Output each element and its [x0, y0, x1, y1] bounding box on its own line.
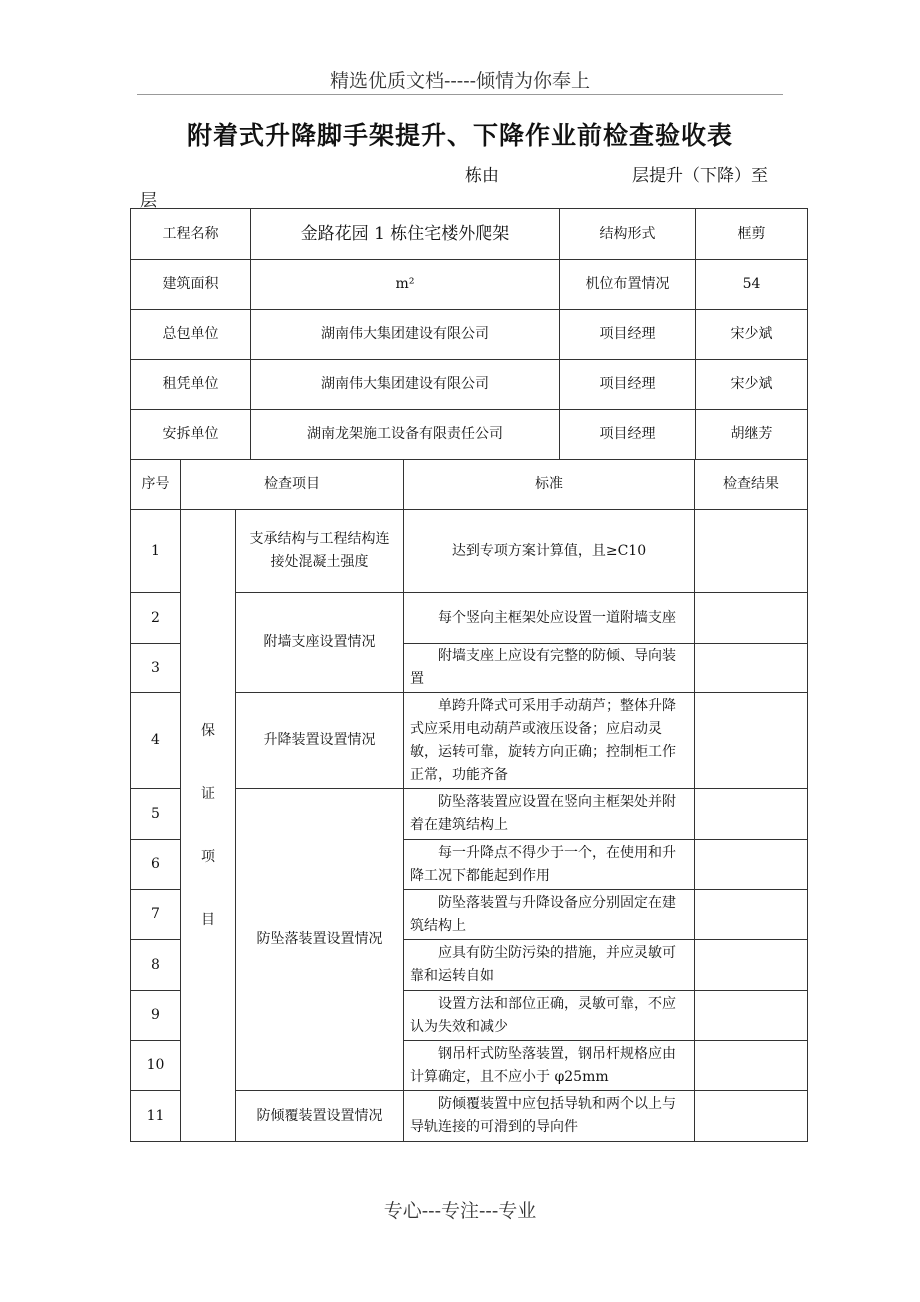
- category-char: 保: [201, 722, 215, 739]
- item-anti-overturn: 防倾覆装置设置情况: [236, 1091, 404, 1142]
- item-wall-support: 附墙支座设置情况: [236, 593, 404, 693]
- item-fall-protection: 防坠落装置设置情况: [236, 789, 404, 1091]
- document-title: 附着式升降脚手架提升、下降作业前检查验收表: [186, 121, 733, 150]
- category-cell: [181, 510, 236, 1142]
- installer-label: 安拆单位: [131, 410, 251, 460]
- result-cell: [695, 693, 808, 789]
- row-number: 9: [131, 991, 181, 1041]
- result-cell: [695, 593, 808, 644]
- standard-text: 防倾覆装置中应包括导轨和两个以上与导轨连接的可滑到的导向件: [404, 1091, 695, 1142]
- project-name-value: 金路花园 1 栋住宅楼外爬架: [251, 209, 560, 260]
- installer-pm-value: 胡继芳: [696, 410, 808, 460]
- result-cell: [695, 840, 808, 890]
- contractor-label: 总包单位: [131, 310, 251, 360]
- result-cell: [695, 991, 808, 1041]
- row-number: 1: [131, 510, 181, 593]
- row-number: 6: [131, 840, 181, 890]
- installer-value: 湖南龙架施工设备有限责任公司: [251, 410, 560, 460]
- result-cell: [695, 510, 808, 593]
- inspection-table: [130, 208, 808, 1142]
- lessor-value: 湖南伟大集团建设有限公司: [251, 360, 560, 410]
- row-number: 10: [131, 1041, 181, 1091]
- standard-text: 每个竖向主框架处应设置一道附墙支座: [404, 593, 695, 644]
- page-header: 精选优质文档-----倾情为你奉上: [329, 70, 591, 92]
- column-result: 检查结果: [695, 460, 808, 510]
- standard-text: 附墙支座上应设有完整的防倾、导向装置: [404, 644, 695, 693]
- project-name-label: 工程名称: [131, 209, 251, 260]
- row-number: 5: [131, 789, 181, 840]
- structure-label: 结构形式: [560, 209, 696, 260]
- item-concrete-strength: 支承结构与工程结构连接处混凝土强度: [236, 510, 404, 593]
- category-char: 项: [201, 848, 215, 865]
- project-info-table: [130, 208, 808, 460]
- installer-pm-label: 项目经理: [560, 410, 696, 460]
- standard-text: 达到专项方案计算值，且≥C10: [404, 510, 695, 593]
- lessor-pm-value: 宋少斌: [696, 360, 808, 410]
- standard-text: 防坠落装置与升降设备应分别固定在建筑结构上: [404, 890, 695, 940]
- row-number: 11: [131, 1091, 181, 1142]
- standard-text: 防坠落装置应设置在竖向主框架处并附着在建筑结构上: [404, 789, 695, 840]
- standard-text: 应具有防尘防污染的措施，并应灵敏可靠和运转自如: [404, 940, 695, 991]
- standard-text: 每一升降点不得少于一个，在使用和升降工况下都能起到作用: [404, 840, 695, 890]
- result-cell: [695, 644, 808, 693]
- category-char: 证: [201, 785, 215, 802]
- area-label: 建筑面积: [131, 260, 251, 310]
- row-number: 7: [131, 890, 181, 940]
- structure-value: 框剪: [696, 209, 808, 260]
- header-divider: [137, 94, 783, 95]
- category-char: 目: [201, 911, 215, 928]
- row-number: 2: [131, 593, 181, 644]
- item-lifting-device: 升降装置设置情况: [236, 693, 404, 789]
- result-cell: [695, 890, 808, 940]
- result-cell: [695, 789, 808, 840]
- standard-text: 单跨升降式可采用手动葫芦；整体升降式应采用电动葫芦或液压设备；应启动灵敏，运转可靠，旋转方向正确；控制柜工作正常，功能齐备: [404, 693, 695, 789]
- subtitle-floor: 层提升（下降）至: [632, 166, 768, 186]
- subtitle-end: 层: [140, 191, 157, 211]
- column-item: 检查项目: [181, 460, 404, 510]
- contractor-pm-label: 项目经理: [560, 310, 696, 360]
- contractor-value: 湖南伟大集团建设有限公司: [251, 310, 560, 360]
- column-seq: 序号: [131, 460, 181, 510]
- result-cell: [695, 940, 808, 991]
- lessor-pm-label: 项目经理: [560, 360, 696, 410]
- result-cell: [695, 1091, 808, 1142]
- standard-text: 钢吊杆式防坠落装置，钢吊杆规格应由计算确定，且不应小于 φ25mm: [404, 1041, 695, 1091]
- column-standard: 标准: [404, 460, 695, 510]
- row-number: 8: [131, 940, 181, 991]
- standard-text: 设置方法和部位正确，灵敏可靠，不应认为失效和减少: [404, 991, 695, 1041]
- contractor-pm-value: 宋少斌: [696, 310, 808, 360]
- layout-label: 机位布置情况: [560, 260, 696, 310]
- result-cell: [695, 1041, 808, 1091]
- page-footer: 专心---专注---专业: [383, 1200, 537, 1222]
- subtitle-building: 栋由: [465, 166, 499, 186]
- row-number: 3: [131, 644, 181, 693]
- check-items-table: [130, 459, 808, 1142]
- row-number: 4: [131, 693, 181, 789]
- layout-value: 54: [696, 260, 808, 310]
- area-value: m²: [251, 260, 560, 310]
- lessor-label: 租凭单位: [131, 360, 251, 410]
